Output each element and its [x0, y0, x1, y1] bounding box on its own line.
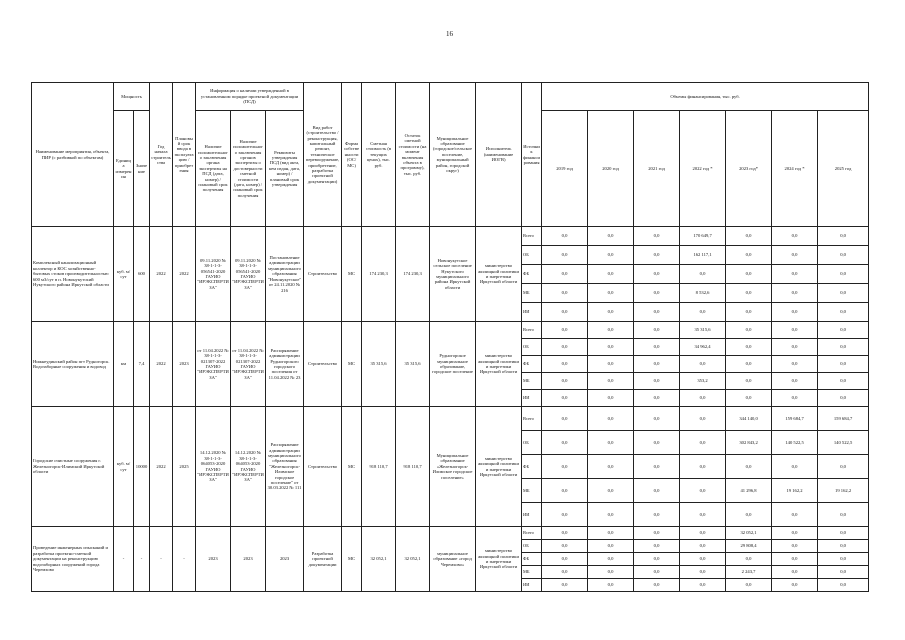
funding-value: 353,2: [680, 373, 726, 390]
header-unit: Единица измерения: [114, 111, 134, 227]
funding-value: 0,0: [818, 390, 869, 407]
funding-value: 0,0: [542, 284, 588, 303]
funding-source: ИИ: [522, 579, 542, 592]
funding-value: 0,0: [588, 566, 634, 579]
capacity-unit: -: [114, 527, 134, 592]
object-name: Комплексный канализационный коллектор и КОС хозяйственно-бытовых стоков производительностью 600 м3/сут в п. Новонукутский Нукутского района Иркутской области: [32, 227, 114, 322]
psd-expert: 09.11.2020 № 38-1-1-3-056541-2020 ГАУИО "ИРЭКСПЕРТИЗА": [196, 227, 231, 322]
capacity-value: -: [134, 527, 150, 592]
funding-value: 0,0: [588, 246, 634, 265]
table-row: [32, 527, 869, 540]
object-name: Городские очистные сооружения г. Железногорск-Илимский Иркутской области: [32, 407, 114, 527]
funding-value: 0,0: [772, 566, 818, 579]
funding-value: 162 117,1: [680, 246, 726, 265]
year-end: 2023: [173, 322, 196, 407]
funding-value: 0,0: [680, 540, 726, 553]
funding-value: 0,0: [818, 553, 869, 566]
funding-value: 0,0: [818, 566, 869, 579]
funding-value: 0,0: [772, 303, 818, 322]
ownership: МС: [342, 227, 362, 322]
remaining-cost: 32 052,1: [396, 527, 430, 592]
funding-value: 0,0: [542, 407, 588, 431]
funding-value: 0,0: [680, 566, 726, 579]
funding-value: 0,0: [680, 431, 726, 455]
capacity-value: 10000: [134, 407, 150, 527]
header-estimate: Сметная стоимость (в текущих ценах), тыс. руб.: [362, 83, 396, 227]
header-value: Значение: [134, 111, 150, 227]
funding-source: ИИ: [522, 303, 542, 322]
funding-value: 0,0: [680, 455, 726, 479]
funding-value: 0,0: [588, 390, 634, 407]
funding-value: 0,0: [772, 527, 818, 540]
funding-value: 0,0: [680, 407, 726, 431]
funding-value: 41 296,8: [726, 479, 772, 503]
year-end: 2022: [173, 227, 196, 322]
funding-value: 0,0: [588, 579, 634, 592]
funding-value: 0,0: [634, 455, 680, 479]
object-name: Проведение инженерных изысканий и разработка проектно-сметной документации на реконструкцию водозаборных сооружений города Черемхово: [32, 527, 114, 592]
funding-value: 170 649,7: [680, 227, 726, 246]
funding-value: 0,0: [726, 455, 772, 479]
header-year: 2019 год: [542, 111, 588, 227]
funding-value: 0,0: [772, 356, 818, 373]
municipality: Новонукутское сельское поселение Нукутского муниципального района Иркутской области: [430, 227, 476, 322]
funding-value: 344 140,0: [726, 407, 772, 431]
header-year: 2022 год *: [680, 111, 726, 227]
funding-value: 0,0: [542, 540, 588, 553]
funding-source: ФБ: [522, 356, 542, 373]
psd-estimate: от 11.04.2022 № 38-1-1-3-021307-2022 ГАУИО "ИРЭКСПЕРТИЗА": [231, 322, 266, 407]
funding-source: ФБ: [522, 553, 542, 566]
funding-value: 140 522,5: [818, 431, 869, 455]
funding-value: 0,0: [542, 246, 588, 265]
funding-source: ОБ: [522, 246, 542, 265]
funding-value: 0,0: [588, 322, 634, 339]
psd-expert: 2023: [196, 527, 231, 592]
funding-source: ФБ: [522, 455, 542, 479]
psd-approved: Постановление администрации муниципального образования "Новонукутское" от 24.11.2020 № 216: [266, 227, 304, 322]
funding-value: 0,0: [542, 339, 588, 356]
capacity-unit: км: [114, 322, 134, 407]
funding-value: 0,0: [772, 339, 818, 356]
municipality: Муниципальное образование «Железногорск-Илимское городское поселение»: [430, 407, 476, 527]
capacity-unit: куб. м/сут: [114, 407, 134, 527]
psd-expert: 14.12.2020 № 38-1-1-3-064053-2020 ГАУИО "ИРЭКСПЕРТИЗА": [196, 407, 231, 527]
funding-value: 0,0: [634, 407, 680, 431]
header-psd-expert: Наличие положительного заключения органа экспертизы на ПСД (дата, номер) / плановый срок получения: [196, 111, 231, 227]
funding-value: 0,0: [818, 356, 869, 373]
funding-value: 0,0: [634, 373, 680, 390]
funding-value: 0,0: [542, 479, 588, 503]
funding-value: 0,0: [588, 339, 634, 356]
table-row: [32, 322, 869, 339]
funding-value: 0,0: [542, 579, 588, 592]
funding-value: 0,0: [726, 227, 772, 246]
funding-value: 0,0: [542, 227, 588, 246]
capacity-value: 7,4: [134, 322, 150, 407]
funding-value: 0,0: [818, 503, 869, 527]
municipality: муниципальное образование «город Черемхово»: [430, 527, 476, 592]
header-year: 2020 год: [588, 111, 634, 227]
funding-value: 0,0: [680, 479, 726, 503]
funding-value: 29 808,4: [726, 540, 772, 553]
executor: министерство жилищной политики и энергетики Иркутской области: [476, 322, 522, 407]
executor: министерство жилищной политики и энергетики Иркутской области: [476, 527, 522, 592]
funding-value: 0,0: [588, 227, 634, 246]
header-year: 2021 год: [634, 111, 680, 227]
funding-value: 0,0: [634, 390, 680, 407]
funding-value: 0,0: [634, 246, 680, 265]
funding-value: 0,0: [588, 407, 634, 431]
funding-value: 0,0: [818, 339, 869, 356]
funding-value: 35 315,6: [680, 322, 726, 339]
funding-value: 0,0: [772, 284, 818, 303]
funding-source: Всего: [522, 322, 542, 339]
funding-value: 0,0: [634, 356, 680, 373]
remaining-cost: 918 110,7: [396, 407, 430, 527]
capacity-unit: куб. м/сут: [114, 227, 134, 322]
header-remaining: Остаток сметной стоимости (на момент включения объекта в программу), тыс. руб.: [396, 83, 430, 227]
funding-value: 0,0: [680, 553, 726, 566]
year-start: -: [150, 527, 173, 592]
funding-value: 0,0: [726, 246, 772, 265]
funding-value: 0,0: [818, 284, 869, 303]
funding-source: ОБ: [522, 431, 542, 455]
funding-value: 0,0: [634, 303, 680, 322]
psd-estimate: 14.12.2020 № 38-1-1-3-064053-2020 ГАУИО "ИРЭКСПЕРТИЗА": [231, 407, 266, 527]
funding-value: 0,0: [542, 390, 588, 407]
header-name: Наименование мероприятия, объекта, ПИР (с разбивкой по объектам): [32, 83, 114, 227]
funding-value: 0,0: [542, 322, 588, 339]
funding-value: 0,0: [772, 227, 818, 246]
funding-value: 0,0: [588, 431, 634, 455]
header-funding-source: Источник финансирования: [522, 83, 542, 227]
work-type: Строительство: [304, 322, 342, 407]
funding-value: 0,0: [634, 265, 680, 284]
work-type: Строительство: [304, 227, 342, 322]
funding-source: ФБ: [522, 265, 542, 284]
year-start: 2022: [150, 407, 173, 527]
work-type: Разработка проектной документации: [304, 527, 342, 592]
funding-source: МБ: [522, 284, 542, 303]
funding-source: ОБ: [522, 339, 542, 356]
year-start: 2022: [150, 227, 173, 322]
funding-value: 0,0: [588, 303, 634, 322]
funding-value: 0,0: [772, 246, 818, 265]
funding-value: 0,0: [772, 455, 818, 479]
executor: министерство жилищной политики и энергетики Иркутской области: [476, 227, 522, 322]
header-year-start: Год начала строительства: [150, 83, 173, 227]
header-ownership: Форма собственности (ОС/МС): [342, 83, 362, 227]
header-executor: Исполнитель (наименование ИОГВ): [476, 83, 522, 227]
remaining-cost: 35 315,6: [396, 322, 430, 407]
funding-value: 0,0: [726, 553, 772, 566]
header-psd-estimate: Наличие положительного заключения органов экспертизы о достоверности сметной стоимости (дата, номер) / плановый срок получения: [231, 111, 266, 227]
funding-source: МБ: [522, 479, 542, 503]
funding-value: 0,0: [634, 339, 680, 356]
funding-value: 0,0: [680, 527, 726, 540]
funding-source: Всего: [522, 407, 542, 431]
header-psd-group: Информация о наличии утвержденной в установленном порядке проектной документации (ПСД): [196, 83, 304, 111]
funding-value: 0,0: [772, 553, 818, 566]
funding-value: 0,0: [542, 553, 588, 566]
funding-value: 0,0: [588, 503, 634, 527]
funding-value: 0,0: [726, 339, 772, 356]
remaining-cost: 174 230,3: [396, 227, 430, 322]
header-year: 2024 год *: [772, 111, 818, 227]
funding-source: ОБ: [522, 540, 542, 553]
funding-value: 0,0: [680, 503, 726, 527]
funding-value: 0,0: [772, 322, 818, 339]
funding-value: 0,0: [726, 579, 772, 592]
funding-value: 140 522,5: [772, 431, 818, 455]
funding-value: 0,0: [772, 579, 818, 592]
header-municipality: Муниципальное образование (городское/сельское поселение, муниципальный район, городской округ): [430, 83, 476, 227]
funding-value: 0,0: [588, 479, 634, 503]
funding-value: 0,0: [818, 227, 869, 246]
funding-value: 0,0: [634, 566, 680, 579]
funding-value: 0,0: [818, 579, 869, 592]
ownership: МС: [342, 527, 362, 592]
funding-value: 34 962,4: [680, 339, 726, 356]
funding-value: 0,0: [634, 503, 680, 527]
funding-value: 0,0: [542, 503, 588, 527]
estimate-cost: 918 110,7: [362, 407, 396, 527]
funding-value: 0,0: [634, 284, 680, 303]
table-row: [32, 227, 869, 246]
funding-value: 0,0: [726, 284, 772, 303]
psd-approved: Распоряжение администрации Рудногорского городского поселения от 11.04.2022 № 23: [266, 322, 304, 407]
ownership: МС: [342, 407, 362, 527]
header-year-end: Плановый срок ввода в эксплуатацию / приобретения: [173, 83, 196, 227]
funding-value: 0,0: [634, 553, 680, 566]
funding-value: 0,0: [818, 540, 869, 553]
table-row: [32, 407, 869, 431]
funding-value: 0,0: [772, 390, 818, 407]
funding-value: 0,0: [726, 373, 772, 390]
funding-value: 0,0: [542, 303, 588, 322]
funding-value: 0,0: [542, 373, 588, 390]
funding-source: МБ: [522, 373, 542, 390]
funding-value: 0,0: [588, 373, 634, 390]
estimate-cost: 35 315,6: [362, 322, 396, 407]
header-psd-approved: Реквизиты утверждения ПСД (вид акта, кем издан, дата, номер) / плановый срок утверждения: [266, 111, 304, 227]
year-end: 2025: [173, 407, 196, 527]
funding-value: 0,0: [726, 322, 772, 339]
funding-value: 0,0: [818, 455, 869, 479]
funding-value: 0,0: [542, 431, 588, 455]
header-funding-group: Объемы финансирования, тыс. руб.: [542, 83, 869, 111]
funding-source: ИИ: [522, 503, 542, 527]
funding-value: 0,0: [680, 390, 726, 407]
funding-value: 0,0: [726, 503, 772, 527]
funding-value: 0,0: [588, 284, 634, 303]
funding-source: МБ: [522, 566, 542, 579]
funding-value: 2 243,7: [726, 566, 772, 579]
capacity-value: 600: [134, 227, 150, 322]
funding-value: 0,0: [588, 527, 634, 540]
work-type: Строительство: [304, 407, 342, 527]
psd-expert: от 11.04.2022 № 38-1-1-3-021307-2022 ГАУИО "ИРЭКСПЕРТИЗА": [196, 322, 231, 407]
funding-value: 0,0: [542, 566, 588, 579]
estimate-cost: 174 230,3: [362, 227, 396, 322]
funding-value: 0,0: [634, 479, 680, 503]
header-year: 2025 год: [818, 111, 869, 227]
estimate-cost: 32 052,1: [362, 527, 396, 592]
funding-value: 0,0: [588, 265, 634, 284]
funding-value: 159 684,7: [772, 407, 818, 431]
year-start: 2022: [150, 322, 173, 407]
funding-value: 0,0: [542, 527, 588, 540]
psd-estimate: 2023: [231, 527, 266, 592]
funding-value: 0,0: [588, 455, 634, 479]
funding-value: 0,0: [680, 265, 726, 284]
funding-value: 0,0: [634, 322, 680, 339]
funding-value: 0,0: [772, 373, 818, 390]
funding-value: 8 532,6: [680, 284, 726, 303]
funding-value: 0,0: [818, 303, 869, 322]
funding-value: 0,0: [772, 265, 818, 284]
funding-value: 0,0: [818, 373, 869, 390]
funding-value: 302 843,2: [726, 431, 772, 455]
funding-source: Всего: [522, 527, 542, 540]
funding-value: 0,0: [680, 356, 726, 373]
executor: министерство жилищной политики и энергетики Иркутской области: [476, 407, 522, 527]
header-capacity: Мощность: [114, 83, 150, 111]
funding-value: 0,0: [818, 265, 869, 284]
funding-source: ИИ: [522, 390, 542, 407]
financing-table: [31, 82, 869, 592]
funding-value: 0,0: [542, 265, 588, 284]
funding-value: 0,0: [726, 265, 772, 284]
funding-value: 0,0: [680, 579, 726, 592]
object-name: Нижнеудинский район пгт Рудногорск. Водозаборные сооружения и водовод: [32, 322, 114, 407]
funding-value: 0,0: [772, 540, 818, 553]
funding-value: 0,0: [818, 322, 869, 339]
funding-source: Всего: [522, 227, 542, 246]
funding-value: 0,0: [634, 540, 680, 553]
funding-value: 159 684,7: [818, 407, 869, 431]
funding-value: 0,0: [634, 431, 680, 455]
funding-value: 0,0: [726, 356, 772, 373]
page-number: 16: [446, 30, 453, 38]
funding-value: 0,0: [588, 356, 634, 373]
funding-value: 0,0: [772, 503, 818, 527]
funding-value: 0,0: [542, 455, 588, 479]
funding-value: 0,0: [634, 227, 680, 246]
ownership: МС: [342, 322, 362, 407]
psd-approved: 2023: [266, 527, 304, 592]
funding-value: 0,0: [542, 356, 588, 373]
header-work-type: Вид работ (строительство / реконструкция, капитальный ремонт, техническое перевооружение, приобретение, разработка проектной документации): [304, 83, 342, 227]
funding-value: 0,0: [680, 303, 726, 322]
header-year: 2023 год*: [726, 111, 772, 227]
psd-approved: Распоряжение администрации муниципального образования "Железногорск-Илимское городское поселение" от 30.03.2022 № 111: [266, 407, 304, 527]
funding-value: 0,0: [634, 579, 680, 592]
funding-value: 0,0: [588, 553, 634, 566]
funding-value: 0,0: [634, 527, 680, 540]
funding-value: 19 162,2: [772, 479, 818, 503]
funding-value: 0,0: [818, 246, 869, 265]
funding-value: 0,0: [726, 303, 772, 322]
year-end: -: [173, 527, 196, 592]
funding-value: 0,0: [818, 527, 869, 540]
funding-value: 0,0: [726, 390, 772, 407]
funding-value: 0,0: [588, 540, 634, 553]
funding-value: 19 162,2: [818, 479, 869, 503]
funding-value: 32 052,1: [726, 527, 772, 540]
psd-estimate: 09.11.2020 № 38-1-1-3-056541-2020 ГАУИО "ИРЭКСПЕРТИЗА": [231, 227, 266, 322]
municipality: Рудногорское муниципальное образование, городское поселение: [430, 322, 476, 407]
